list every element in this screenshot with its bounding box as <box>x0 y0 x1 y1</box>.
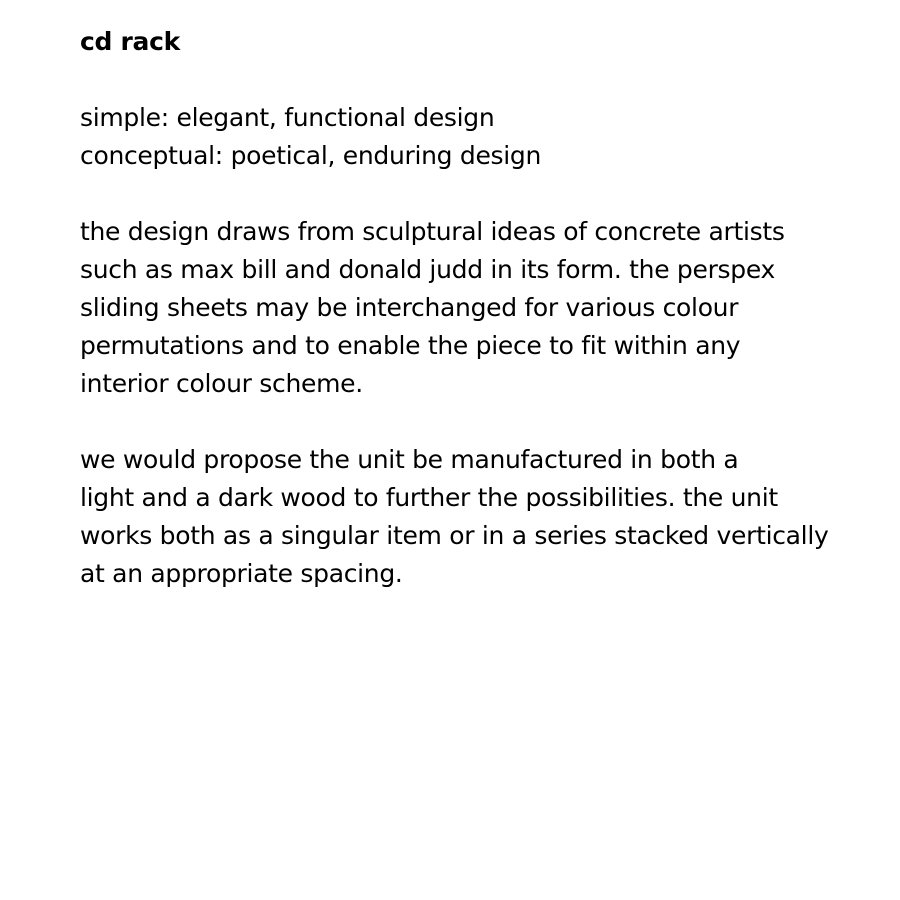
text-line: such as max bill and donald judd in its form. the perspex <box>80 255 775 284</box>
text-line: simple: elegant, functional design <box>80 103 495 132</box>
paragraph-summary <box>80 99 828 175</box>
text-line: at an appropriate spacing. <box>80 559 403 588</box>
text-line: works both as a singular item or in a series stacked vertically <box>80 521 829 550</box>
text-line: interior colour scheme. <box>80 369 363 398</box>
text-line: conceptual: poetical, enduring design <box>80 141 542 170</box>
document-body <box>80 23 828 631</box>
text-line: permutations and to enable the piece to fit within any <box>80 331 741 360</box>
text-line: we would propose the unit be manufactured in both a <box>80 445 739 474</box>
paragraph-design <box>80 213 828 403</box>
text-line: light and a dark wood to further the possibilities. the unit <box>80 483 778 512</box>
text-line: the design draws from sculptural ideas of concrete artists <box>80 217 785 246</box>
document-title: cd rack <box>80 27 180 56</box>
text-line: sliding sheets may be interchanged for various colour <box>80 293 739 322</box>
paragraph-manufacture <box>80 441 828 593</box>
